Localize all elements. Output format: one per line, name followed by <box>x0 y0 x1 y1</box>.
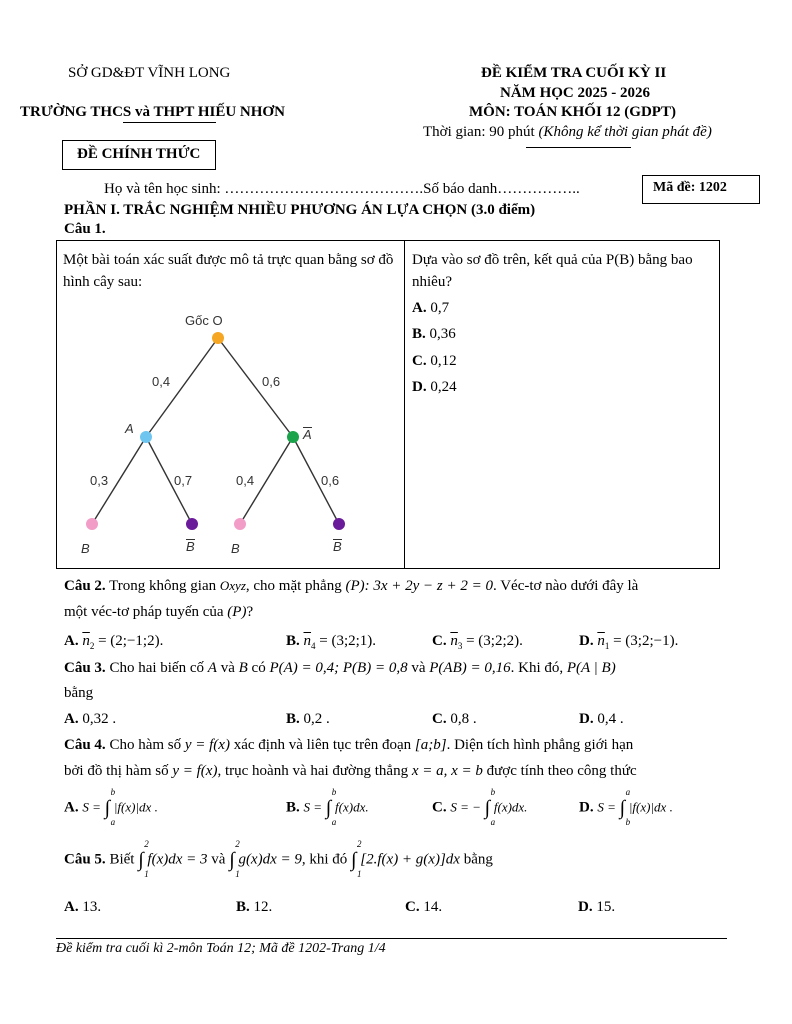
dept-name: SỞ GD&ĐT VĨNH LONG <box>68 65 231 81</box>
q1-option-c: C. 0,12 <box>412 353 457 369</box>
q5-option-c: C. 14. <box>405 899 443 915</box>
q4-option-b: B. S = ∫ b a f(x)dx. <box>286 787 369 827</box>
q1-table <box>56 240 720 569</box>
tree-prob-3: 0,4 <box>236 473 255 488</box>
q2-option-c: C. $\overline{n}_3$ = (3;2;2). <box>432 633 523 651</box>
integral-sign: ∫ b a <box>104 787 116 827</box>
q2-line2: một véc-tơ pháp tuyến của (P)? <box>64 604 254 620</box>
q2-line1: Câu 2. Trong không gian Oxyz, cho mặt phẳng (P): 3x + 2y − z + 2 = 0. Véc-tơ nào dưới đây là <box>64 578 639 594</box>
integral-sign: ∫ a b <box>619 787 631 827</box>
q3-line1: Câu 3. Cho hai biến cố A và B có P(A) = 0,4; P(B) = 0,8 và P(AB) = 0,16. Khi đó, P(A | B) <box>64 660 616 676</box>
node-a <box>140 431 152 443</box>
edge-o-abar <box>218 338 293 437</box>
footer-rule <box>56 938 727 939</box>
q3-option-c: C. 0,8 . <box>432 711 477 727</box>
q1-label: Câu 1. <box>64 221 106 237</box>
q3-option-b: B. 0,2 . <box>286 711 330 727</box>
node-bbar1 <box>186 518 198 530</box>
integral-sign: ∫ b a <box>484 787 496 827</box>
q2-option-b: B. $\overline{n}_4$ = (3;2;1). <box>286 633 377 651</box>
q5-option-d: D. 15. <box>578 899 616 915</box>
integral-sign: ∫ 2 1 <box>351 839 362 879</box>
root-node <box>212 332 224 344</box>
exam-code-box <box>642 175 760 204</box>
q4-line1: Câu 4. Cho hàm số y = f(x) xác định và liên tục trên đoạn [a;b]. Diện tích hình phẳng giới hạn <box>64 737 634 753</box>
q3-option-a: A. 0,32 . <box>64 711 117 727</box>
q4-option-a: A. S = ∫ b a |f(x)|dx . <box>64 787 158 827</box>
subject-line: MÔN: TOÁN KHỐI 12 (GDPT) <box>469 104 676 120</box>
integral-sign: ∫ b a <box>325 787 337 827</box>
time-underline <box>526 147 631 148</box>
school-year: NĂM HỌC 2025 - 2026 <box>500 85 650 101</box>
probability-tree <box>57 241 404 568</box>
tree-leaf-b1: B <box>81 541 90 556</box>
exam-title: ĐỀ KIỂM TRA CUỐI KỲ II <box>481 65 667 81</box>
q1-table-divider <box>404 241 405 568</box>
time-note: (Không kể thời gian phát đề) <box>538 124 712 140</box>
q3-line2: bằng <box>64 685 94 701</box>
node-b1 <box>86 518 98 530</box>
official-label: ĐỀ CHÍNH THỨC <box>77 146 201 162</box>
q4-line2: bởi đồ thị hàm số y = f(x), trục hoành và hai đường thẳng x = a, x = b được tính theo công thức <box>64 763 637 779</box>
node-bbar2 <box>333 518 345 530</box>
q4-option-c: C. S = − ∫ b a f(x)dx. <box>432 787 528 827</box>
q1-option-d: D. 0,24 <box>412 379 457 395</box>
q2-option-d: D. $\overline{n}_1$ = (3;2;−1). <box>579 633 679 651</box>
tree-prob-1: 0,3 <box>90 473 109 488</box>
q1-ask: Dựa vào sơ đồ trên, kết quả của P(B) bằng bao nhiêu? <box>412 252 693 290</box>
q5-option-b: B. 12. <box>236 899 273 915</box>
integral-sign: ∫ 2 1 <box>229 839 240 879</box>
student-info-line: Họ và tên học sinh: ………………………………….Số báo danh…………….. <box>104 181 580 197</box>
q1-intro: Một bài toán xác suất được mô tả trực quan bằng sơ đồ hình cây sau: <box>63 252 394 290</box>
part1-title: PHẦN I. TRẮC NGHIỆM NHIỀU PHƯƠNG ÁN LỰA CHỌN (3.0 điểm) <box>64 202 536 218</box>
q5-line: Câu 5. Biết ∫ 2 1 f(x)dx = 3 và ∫ 2 1 g(x)dx = 9, khi đó ∫ 2 1 [2.f(x) + g(x)]dx bằng <box>64 839 493 879</box>
exam-code: Mã đề: 1202 <box>653 180 727 195</box>
tree-label-abar: A <box>303 427 312 442</box>
time-line <box>423 124 712 141</box>
school-name: TRƯỜNG THCS và THPT HIẾU NHƠN <box>20 104 285 120</box>
q2-option-a: A. $\overline{n}_2$ = (2;−1;2). <box>64 633 164 651</box>
tree-prob-abar: 0,6 <box>262 374 281 389</box>
tree-root-label: Gốc O <box>185 313 223 328</box>
q3-option-d: D. 0,4 . <box>579 711 624 727</box>
tree-leaf-b2: B <box>231 541 240 556</box>
tree-prob-4: 0,6 <box>321 473 340 488</box>
tree-prob-2: 0,7 <box>174 473 193 488</box>
tree-prob-a: 0,4 <box>152 374 171 389</box>
official-box <box>62 140 216 170</box>
q5-option-a: A. 13. <box>64 899 102 915</box>
integral-sign: ∫ 2 1 <box>138 839 149 879</box>
q1-option-a: A. 0,7 <box>412 300 450 316</box>
page-footer: Đề kiểm tra cuối kì 2-môn Toán 12; Mã đề 1202-Trang 1/4 <box>56 941 386 956</box>
tree-leaf-bbar2: B <box>333 539 342 554</box>
time-text: Thời gian: 90 phút <box>423 124 535 140</box>
tree-leaf-bbar1: B <box>186 539 195 554</box>
node-b2 <box>234 518 246 530</box>
node-abar <box>287 431 299 443</box>
tree-label-a: A <box>125 421 134 436</box>
q1-option-b: B. 0,36 <box>412 326 456 342</box>
q4-option-d: D. S = ∫ a b |f(x)|dx . <box>579 787 673 827</box>
school-underline <box>123 122 216 123</box>
